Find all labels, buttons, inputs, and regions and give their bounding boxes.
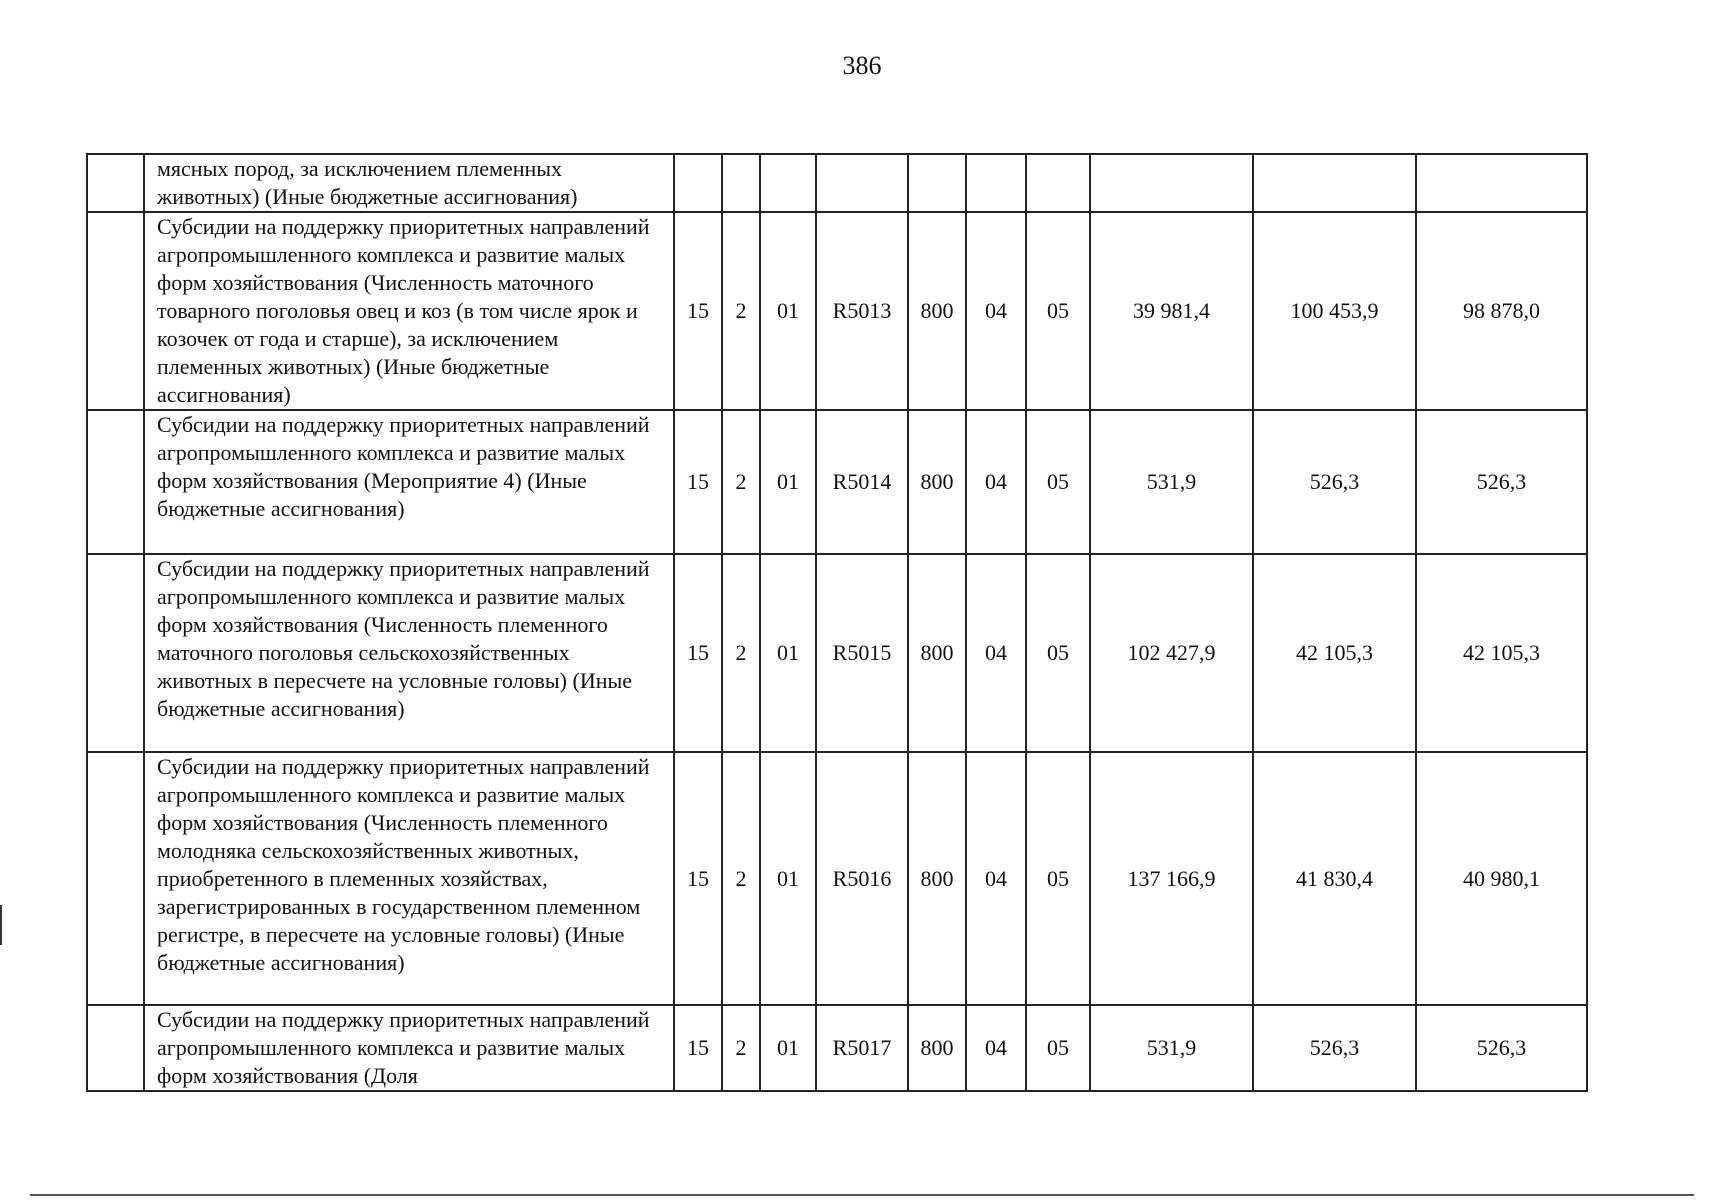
direction-code-cell: R5015	[816, 554, 908, 752]
description-cell: Субсидии на поддержку приоритетных направлений агропромышленного комплекса и развитие малых форм хозяйствования (Численность племенного маточного поголовья сельскохозяйственных животных в пересчете на условные головы) (Иные бюджетные ассигнования)	[144, 554, 674, 752]
amount-year-1-cell	[1090, 154, 1253, 212]
main-event-code-cell: 01	[760, 554, 816, 752]
subsection-code-cell: 05	[1026, 1005, 1090, 1091]
amount-year-1-cell: 102 427,9	[1090, 554, 1253, 752]
amount-year-3-cell: 98 878,0	[1416, 212, 1587, 410]
amount-year-2-cell	[1253, 154, 1416, 212]
page-number: 386	[842, 51, 882, 80]
section-code-cell: 04	[966, 410, 1026, 554]
direction-code-cell: R5013	[816, 212, 908, 410]
amount-year-2-cell: 526,3	[1253, 1005, 1416, 1091]
amount-year-3-cell: 42 105,3	[1416, 554, 1587, 752]
amount-year-1-cell: 531,9	[1090, 1005, 1253, 1091]
section-code-cell	[966, 154, 1026, 212]
direction-code-cell: R5014	[816, 410, 908, 554]
row-number-cell	[87, 154, 144, 212]
expense-type-cell: 800	[908, 554, 966, 752]
expense-type-cell: 800	[908, 410, 966, 554]
main-event-code-cell: 01	[760, 212, 816, 410]
amount-year-2-cell: 526,3	[1253, 410, 1416, 554]
table-row	[87, 554, 1587, 752]
subprogram-code-cell: 2	[722, 410, 760, 554]
program-code-cell: 15	[674, 212, 722, 410]
expense-type-cell: 800	[908, 752, 966, 1005]
subsection-code-cell: 05	[1026, 212, 1090, 410]
program-code-cell: 15	[674, 1005, 722, 1091]
main-event-code-cell	[760, 154, 816, 212]
subprogram-code-cell	[722, 154, 760, 212]
subprogram-code-cell: 2	[722, 752, 760, 1005]
section-code-cell: 04	[966, 1005, 1026, 1091]
amount-year-3-cell: 526,3	[1416, 1005, 1587, 1091]
subprogram-code-cell: 2	[722, 554, 760, 752]
subsection-code-cell: 05	[1026, 554, 1090, 752]
expense-type-cell	[908, 154, 966, 212]
table-row	[87, 410, 1587, 554]
main-event-code-cell: 01	[760, 410, 816, 554]
program-code-cell: 15	[674, 752, 722, 1005]
table-row	[87, 752, 1587, 1005]
budget-table	[86, 153, 1588, 1092]
main-event-code-cell: 01	[760, 1005, 816, 1091]
amount-year-1-cell: 531,9	[1090, 410, 1253, 554]
row-number-cell	[87, 752, 144, 1005]
subprogram-code-cell: 2	[722, 1005, 760, 1091]
direction-code-cell: R5017	[816, 1005, 908, 1091]
row-number-cell	[87, 1005, 144, 1091]
description-cell: Субсидии на поддержку приоритетных направлений агропромышленного комплекса и развитие малых форм хозяйствования (Численность маточного товарного поголовья овец и коз (в том числе ярок и козочек от года и старше), за исключением племенных животных) (Иные бюджетные ассигнования)	[144, 212, 674, 410]
description-cell: Субсидии на поддержку приоритетных направлений агропромышленного комплекса и развитие малых форм хозяйствования (Доля	[144, 1005, 674, 1091]
table-row	[87, 154, 1587, 212]
direction-code-cell	[816, 154, 908, 212]
subsection-code-cell: 05	[1026, 752, 1090, 1005]
description-cell: Субсидии на поддержку приоритетных направлений агропромышленного комплекса и развитие малых форм хозяйствования (Мероприятие 4) (Иные бюджетные ассигнования)	[144, 410, 674, 554]
table-row	[87, 1005, 1587, 1091]
table-row	[87, 212, 1587, 410]
description-cell: Субсидии на поддержку приоритетных направлений агропромышленного комплекса и развитие малых форм хозяйствования (Численность племенного молодняка сельскохозяйственных животных, приобретенного в племенных хозяйствах, зарегистрированных в государственном племенном регистре, в пересчете на условные головы) (Иные бюджетные ассигнования)	[144, 752, 674, 1005]
amount-year-3-cell	[1416, 154, 1587, 212]
scan-border-line	[30, 1194, 1694, 1196]
program-code-cell	[674, 154, 722, 212]
amount-year-3-cell: 40 980,1	[1416, 752, 1587, 1005]
section-code-cell: 04	[966, 212, 1026, 410]
amount-year-3-cell: 526,3	[1416, 410, 1587, 554]
subsection-code-cell: 05	[1026, 410, 1090, 554]
amount-year-2-cell: 42 105,3	[1253, 554, 1416, 752]
amount-year-1-cell: 39 981,4	[1090, 212, 1253, 410]
direction-code-cell: R5016	[816, 752, 908, 1005]
program-code-cell: 15	[674, 410, 722, 554]
row-number-cell	[87, 410, 144, 554]
amount-year-2-cell: 100 453,9	[1253, 212, 1416, 410]
main-event-code-cell: 01	[760, 752, 816, 1005]
section-code-cell: 04	[966, 554, 1026, 752]
program-code-cell: 15	[674, 554, 722, 752]
amount-year-2-cell: 41 830,4	[1253, 752, 1416, 1005]
section-code-cell: 04	[966, 752, 1026, 1005]
amount-year-1-cell: 137 166,9	[1090, 752, 1253, 1005]
row-number-cell	[87, 554, 144, 752]
subprogram-code-cell: 2	[722, 212, 760, 410]
expense-type-cell: 800	[908, 212, 966, 410]
row-number-cell	[87, 212, 144, 410]
subsection-code-cell	[1026, 154, 1090, 212]
description-cell: мясных пород, за исключением племенных животных) (Иные бюджетные ассигнования)	[144, 154, 674, 212]
expense-type-cell: 800	[908, 1005, 966, 1091]
scan-edge-mark	[0, 905, 2, 945]
